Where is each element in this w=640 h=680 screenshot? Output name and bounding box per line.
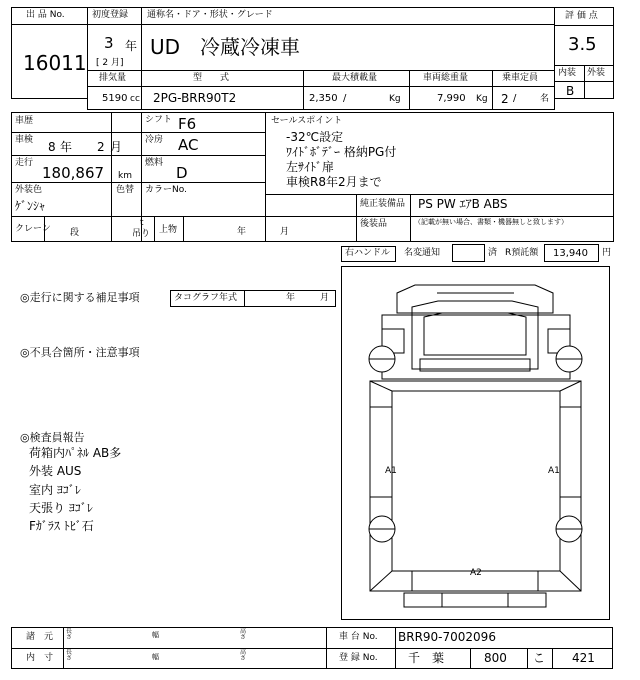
displacement: 5190: [102, 93, 128, 104]
inspection-year-unit: 年: [60, 140, 73, 154]
mileage-unit: km: [118, 171, 132, 181]
inspector-line: 室内 ﾖｺﾞﾚ: [29, 483, 81, 497]
exterior-grade-label: 外装: [587, 68, 606, 78]
registration-class: 800: [484, 651, 507, 665]
crane-ton-unit: t: [140, 218, 144, 228]
crane-hoist-label: 吊り: [132, 229, 151, 239]
score-label: 評 価 点: [565, 11, 598, 21]
upper-month-unit: 月: [280, 227, 290, 237]
height-label: 高さ: [240, 628, 247, 641]
year-value: 3: [104, 34, 114, 52]
inspection-month: 2: [97, 140, 105, 154]
inspector-line: 荷箱内ﾊﾟﾈﾙ AB多: [29, 446, 122, 460]
sales-point-line: -32℃設定: [286, 130, 344, 144]
max-load-unit: Kg: [389, 94, 401, 104]
genuine-equipment-value: PS PW ｴｱB ABS: [418, 197, 508, 211]
registration-kana: こ: [533, 651, 546, 665]
gross-weight-label: 車両総重量: [423, 73, 469, 83]
truck-outline: [342, 267, 609, 619]
inspection-month-unit: 月: [110, 140, 123, 154]
specs-label: 諸 元: [26, 632, 54, 642]
damage-mark: A1: [385, 466, 397, 476]
inspection-label: 車検: [15, 135, 34, 145]
dims-label: 内 寸: [26, 653, 54, 663]
max-load-label: 最大積載量: [332, 73, 378, 83]
capacity-unit: 名: [540, 94, 550, 104]
sales-point-line: 左ｻｲﾄﾞ扉: [286, 160, 335, 174]
model-label: 型 式: [193, 73, 230, 83]
month-value: [ 2 月]: [96, 58, 124, 68]
shift-value: F6: [178, 115, 197, 133]
max-load-sep: /: [343, 93, 347, 104]
inspector-report-label: ◎検査員報告: [20, 431, 85, 444]
recycle-value: 13,940: [553, 248, 588, 259]
recycle-label: R預託額: [505, 248, 539, 258]
name-change-label: 名変通知: [404, 248, 441, 258]
color-change-label: 色替: [116, 185, 135, 195]
width-label: 幅: [152, 653, 159, 661]
lot-number: 16011: [23, 51, 87, 75]
history-label: 車歴: [15, 116, 34, 126]
inspector-line: 天張り ﾖｺﾞﾚ: [29, 501, 93, 515]
defects-label: ◎不具合箇所・注意事項: [20, 346, 140, 359]
displacement-label: 排気量: [99, 73, 127, 83]
shift-label: シフト: [145, 115, 173, 125]
mileage-label: 走行: [15, 158, 34, 168]
model-code: 2PG-BRR90T2: [153, 91, 237, 105]
gross-weight: 7,990: [437, 93, 466, 104]
score-value: 3.5: [568, 34, 597, 55]
capacity-sep: /: [513, 93, 517, 104]
length-label: 長さ: [66, 628, 73, 641]
interior-grade-label: 内装: [558, 68, 577, 78]
registration-label: 登 録 No.: [339, 653, 378, 663]
tacho-year-unit: 年: [286, 293, 296, 303]
first-registration-label: 初度登録: [92, 10, 129, 20]
truck-diagram: [341, 266, 610, 620]
chassis-value: BRR90-7002096: [398, 630, 496, 644]
registration-number: 421: [572, 651, 595, 665]
retrofit-note: （記載が無い場合、書類・機器無しと致します）: [414, 218, 568, 226]
interior-grade: B: [566, 84, 575, 98]
inspection-year: 8: [48, 140, 56, 154]
damage-mark: A1: [548, 466, 560, 476]
capacity: 2: [501, 92, 509, 106]
max-load: 2,350: [309, 93, 338, 104]
model-info-label: 通称名・ドア・形状・グレード: [147, 10, 273, 20]
crane-label: クレーン: [15, 224, 51, 234]
lot-number-label: 出 品 No.: [26, 10, 65, 20]
inspector-line: Fｶﾞﾗｽ ﾄﾋﾞ石: [29, 519, 94, 533]
damage-mark: A2: [470, 568, 482, 578]
driving-notes-label: ◎走行に関する補足事項: [20, 291, 140, 304]
upper-year-unit: 年: [237, 227, 247, 237]
inspector-line: 外装 AUS: [29, 464, 82, 478]
genuine-equipment-label: 純正装備品: [360, 199, 406, 209]
length-label: 長さ: [66, 649, 73, 662]
upper-label: 上物: [159, 225, 178, 235]
gross-weight-unit: Kg: [476, 94, 488, 104]
vehicle-name: UD 冷蔵冷凍車: [150, 35, 301, 59]
fuel-value: D: [176, 164, 188, 182]
year-unit: 年: [125, 39, 138, 53]
mileage: 180,867: [42, 164, 105, 182]
recycle-unit: 円: [602, 248, 612, 258]
name-change-box: [452, 244, 485, 262]
ac-label: 冷房: [145, 135, 164, 145]
crane-stage-unit: 段: [70, 228, 80, 238]
exterior-color: ｹﾞﾝｼｬ: [15, 199, 46, 213]
displacement-unit: cc: [130, 94, 140, 104]
retrofit-label: 後装品: [360, 219, 388, 229]
sales-point-line: ﾜｲﾄﾞﾎﾞﾃﾞｰ 格納PG付: [286, 145, 397, 159]
steering: 右ハンドル: [345, 248, 391, 258]
ac-value: AC: [178, 136, 199, 154]
sales-point-line: 車検R8年2月まで: [286, 175, 382, 189]
registration-area: 千 葉: [408, 651, 445, 665]
height-label: 高さ: [240, 649, 247, 662]
fuel-label: 燃料: [145, 158, 164, 168]
width-label: 幅: [152, 631, 159, 639]
tacho-label: タコグラフ年式: [174, 293, 238, 303]
sales-points-label: セールスポイント: [271, 116, 343, 126]
chassis-label: 車 台 No.: [339, 632, 378, 642]
tacho-month-unit: 月: [320, 293, 330, 303]
exterior-color-label: 外装色: [15, 185, 43, 195]
deposit-mark: 済: [488, 248, 498, 258]
capacity-label: 乗車定員: [502, 73, 539, 83]
color-no-label: カラーNo.: [145, 185, 187, 195]
